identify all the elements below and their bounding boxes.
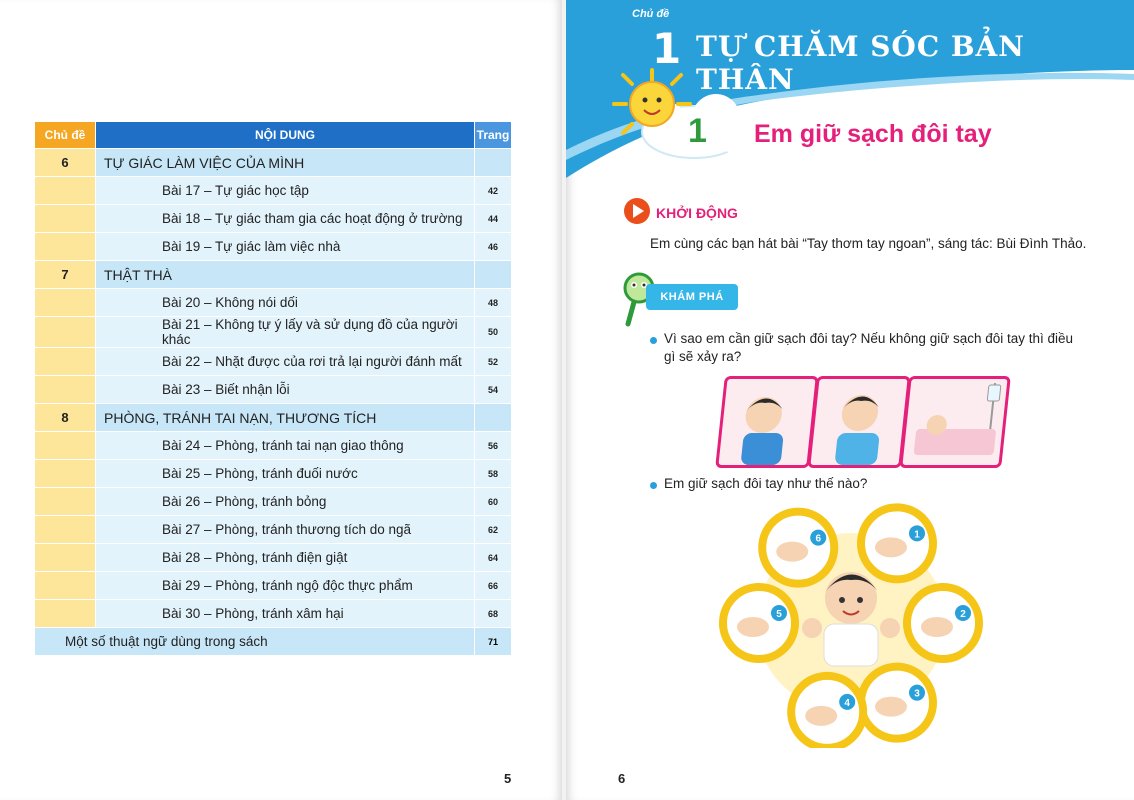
lesson-title-link[interactable]: Bài 29 – Phòng, tránh ngộ độc thực phẩm — [96, 572, 475, 600]
lesson-number-blank — [35, 233, 96, 261]
toc-lesson-row[interactable] — [35, 516, 512, 544]
lesson-page-number: 42 — [475, 177, 512, 205]
topic-number: 8 — [35, 404, 96, 432]
toc-header-chu-de: Chủ đề — [35, 122, 96, 149]
lesson-number-blank — [35, 600, 96, 628]
toc-lesson-row[interactable] — [35, 488, 512, 516]
lesson-number-blank — [35, 544, 96, 572]
bullet-icon — [650, 482, 657, 489]
chapter-label: Chủ đề — [632, 8, 670, 20]
step-number: 1 — [914, 529, 920, 541]
topic-title: PHÒNG, TRÁNH TAI NẠN, THƯƠNG TÍCH — [96, 404, 475, 432]
bullet-icon — [650, 337, 657, 344]
lesson-page-number: 50 — [475, 317, 512, 348]
lesson-title-link[interactable]: Bài 19 – Tự giác làm việc nhà — [96, 233, 475, 261]
lesson-title-link[interactable]: Bài 28 – Phòng, tránh điện giật — [96, 544, 475, 572]
chapter-title: TỰ CHĂM SÓC BẢN THÂN — [696, 30, 1025, 96]
lesson-page-number: 46 — [475, 233, 512, 261]
boy-figure-icon — [718, 379, 815, 465]
hand-icon — [875, 537, 907, 557]
step-number: 5 — [776, 609, 782, 620]
lesson-number-blank — [35, 488, 96, 516]
toc-lesson-row[interactable] — [35, 460, 512, 488]
topic-title: THẬT THÀ — [96, 261, 475, 289]
handwashing-step-4 — [791, 676, 863, 748]
lesson-number-blank — [35, 432, 96, 460]
right-page — [566, 0, 1134, 800]
lesson-page-number: 60 — [475, 488, 512, 516]
handwashing-step-3 — [861, 667, 933, 739]
lesson-page-number: 64 — [475, 544, 512, 572]
handwashing-step-2 — [907, 587, 979, 659]
illustration-boy-sick — [807, 376, 911, 468]
toc-lesson-row[interactable] — [35, 544, 512, 572]
lesson-number-blank — [35, 177, 96, 205]
lesson-page-number: 48 — [475, 289, 512, 317]
page-number-right: 6 — [618, 771, 626, 786]
lesson-title-link[interactable]: Bài 25 – Phòng, tránh đuối nước — [96, 460, 475, 488]
handwashing-steps-diagram — [716, 498, 986, 748]
hand-icon — [921, 617, 953, 637]
toc-topic-row — [35, 149, 512, 177]
lesson-number-blank — [35, 205, 96, 233]
lesson-title-link[interactable]: Bài 17 – Tự giác học tập — [96, 177, 475, 205]
lesson-number-blank — [35, 289, 96, 317]
lesson-number-blank — [35, 317, 96, 348]
toc-lesson-row[interactable] — [35, 432, 512, 460]
step-number: 4 — [844, 697, 850, 709]
lesson-title-link[interactable]: Bài 27 – Phòng, tránh thương tích do ngã — [96, 516, 475, 544]
step-number: 3 — [914, 688, 920, 700]
toc-body — [35, 149, 512, 656]
lesson-title-link[interactable]: Bài 26 – Phòng, tránh bỏng — [96, 488, 475, 516]
lesson-number-blank — [35, 460, 96, 488]
step-number: 2 — [960, 609, 966, 620]
topic-number: 7 — [35, 261, 96, 289]
toc-lesson-row[interactable] — [35, 317, 512, 348]
step-number: 6 — [815, 533, 822, 545]
toc-lesson-row[interactable] — [35, 289, 512, 317]
toc-topic-row — [35, 261, 512, 289]
lesson-page-number: 58 — [475, 460, 512, 488]
question-2: Em giữ sạch đôi tay như thế nào? — [664, 476, 868, 491]
toc-lesson-row[interactable] — [35, 233, 512, 261]
toc-lesson-row[interactable] — [35, 572, 512, 600]
illustration-boy-hospital — [899, 376, 1011, 468]
khoi-dong-heading: KHỞI ĐỘNG — [656, 205, 738, 221]
topic-title: TỰ GIÁC LÀM VIỆC CỦA MÌNH — [96, 149, 475, 177]
topic-page-blank — [475, 149, 512, 177]
hand-icon — [737, 617, 769, 637]
toc-header-noi-dung: NỘI DUNG — [96, 122, 475, 149]
lesson-page-number: 66 — [475, 572, 512, 600]
kham-pha-heading: KHÁM PHÁ — [646, 284, 738, 310]
toc-lesson-row[interactable] — [35, 205, 512, 233]
lesson-title-link[interactable]: Bài 18 – Tự giác tham gia các hoạt động ở trường — [96, 205, 475, 233]
topic-page-blank — [475, 261, 512, 289]
lesson-title-link[interactable]: Bài 24 – Phòng, tránh tai nạn giao thông — [96, 432, 475, 460]
sick-boy-icon — [810, 379, 907, 465]
table-of-contents — [34, 121, 512, 656]
toc-lesson-row[interactable] — [35, 376, 512, 404]
lesson-number-blank — [35, 516, 96, 544]
chapter-number: 1 — [652, 24, 682, 73]
topic-number: 6 — [35, 149, 96, 177]
lesson-title: Em giữ sạch đôi tay — [754, 120, 992, 148]
lesson-title-link[interactable]: Bài 23 – Biết nhận lỗi — [96, 376, 475, 404]
khoi-dong-text: Em cùng các bạn hát bài “Tay thơm tay ngoan”, sáng tác: Bùi Đình Thảo. — [650, 236, 1087, 251]
topic-page-blank — [475, 404, 512, 432]
lesson-page-number: 62 — [475, 516, 512, 544]
lesson-number-blank — [35, 376, 96, 404]
toc-lesson-row[interactable] — [35, 600, 512, 628]
handwashing-step-6 — [762, 512, 834, 584]
lesson-number-blank — [35, 572, 96, 600]
toc-lesson-row[interactable] — [35, 177, 512, 205]
lesson-page-number: 56 — [475, 432, 512, 460]
lesson-page-number: 68 — [475, 600, 512, 628]
lesson-page-number: 44 — [475, 205, 512, 233]
toc-header-trang: Trang — [475, 122, 512, 149]
lesson-title-link[interactable]: Bài 20 – Không nói dối — [96, 289, 475, 317]
left-page — [0, 0, 562, 800]
play-icon — [622, 196, 652, 226]
lesson-title-link[interactable]: Bài 30 – Phòng, tránh xâm hại — [96, 600, 475, 628]
glossary-page-number: 71 — [475, 628, 512, 656]
lesson-page-number: 52 — [475, 348, 512, 376]
lesson-page-number: 54 — [475, 376, 512, 404]
hand-icon — [805, 706, 837, 726]
hand-icon — [875, 697, 907, 717]
question-1: Vì sao em cần giữ sạch đôi tay? Nếu không giữ sạch đôi tay thì điều gì sẽ xảy ra? — [664, 331, 1074, 364]
toc-header-row — [35, 122, 512, 149]
hand-icon — [776, 542, 808, 562]
handwashing-step-1 — [861, 507, 933, 579]
lesson-title-link[interactable]: Bài 22 – Nhặt được của rơi trả lại người đánh mất — [96, 348, 475, 376]
illustration-boy-dirty-hands — [715, 376, 819, 468]
handwashing-step-5 — [723, 587, 795, 659]
page-number-left: 5 — [504, 771, 512, 786]
toc-topic-row — [35, 404, 512, 432]
glossary-title-link[interactable]: Một số thuật ngữ dùng trong sách — [35, 628, 475, 656]
lesson-title-link[interactable]: Bài 21 – Không tự ý lấy và sử dụng đồ của người khác — [96, 317, 475, 348]
lesson-number-blank — [35, 348, 96, 376]
hospital-bed-icon — [902, 379, 1007, 465]
toc-glossary-row[interactable] — [35, 628, 512, 656]
lesson-number: 1 — [688, 112, 707, 150]
toc-lesson-row[interactable] — [35, 348, 512, 376]
